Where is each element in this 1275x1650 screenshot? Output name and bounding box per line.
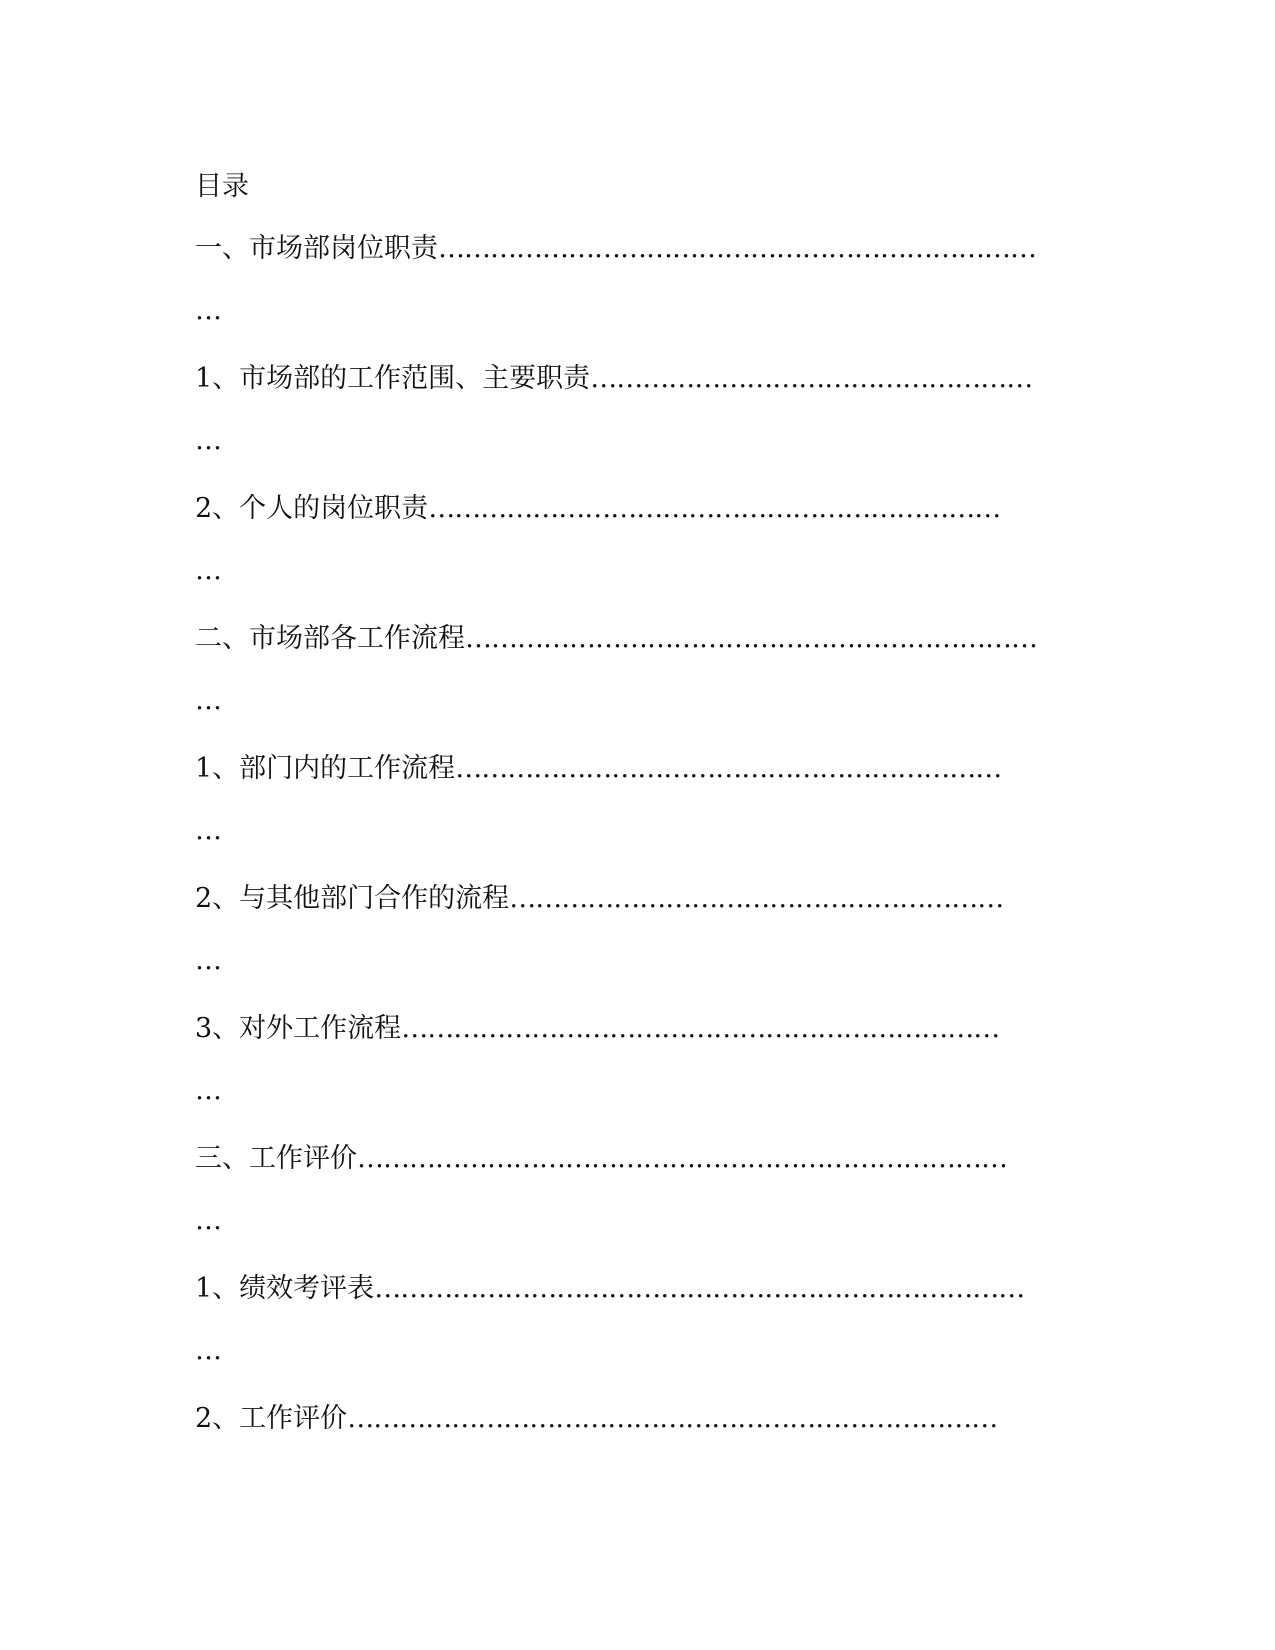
toc-entry[interactable]: [195, 492, 1075, 622]
toc-leader-overflow: …: [195, 945, 221, 976]
toc-leader-overflow: …: [195, 1335, 221, 1366]
toc-entry-text: 1、部门内的工作流程: [195, 753, 456, 784]
toc-entry-line: [195, 1272, 1053, 1306]
toc-leader-dots: …………………………………………………………: [465, 623, 1037, 654]
toc-leader-overflow: …: [195, 815, 221, 846]
toc-leader-overflow: …: [195, 295, 221, 326]
toc-entry[interactable]: [195, 1272, 1075, 1402]
toc-entry[interactable]: [195, 232, 1075, 362]
toc-entry[interactable]: [195, 622, 1075, 752]
toc-entry[interactable]: [195, 1142, 1075, 1272]
toc-entry-text: 2、个人的岗位职责: [195, 493, 429, 524]
toc-list: [195, 232, 1075, 1532]
toc-leader-overflow: …: [195, 1205, 221, 1236]
toc-leader-dots: …………………………………………………………………: [347, 1403, 998, 1434]
toc-leader-dots: ……………………………………………………………: [401, 1013, 1000, 1044]
toc-entry-line: [195, 752, 1053, 786]
toc-leader-dots: …………………………………………………………………: [374, 1273, 1025, 1304]
toc-entry[interactable]: [195, 752, 1075, 882]
toc-entry-line: [195, 882, 1053, 916]
toc-entry-text: 2、工作评价: [195, 1403, 348, 1434]
toc-entry-line: [195, 622, 1067, 656]
toc-entry-line: [195, 1402, 1053, 1436]
toc-leader-overflow: …: [195, 425, 221, 456]
toc-entry-text: 1、绩效考评表: [195, 1273, 375, 1304]
toc-entry-text: 一、市场部岗位职责: [195, 233, 438, 264]
toc-entry[interactable]: [195, 1012, 1075, 1142]
toc-entry-line: [195, 1012, 1053, 1046]
toc-leader-dots: ……………………………………………………………: [438, 233, 1036, 264]
toc-entry-text: 2、与其他部门合作的流程: [195, 883, 510, 914]
toc-leader-overflow: …: [195, 555, 221, 586]
toc-entry-line: [195, 232, 1067, 266]
toc-leader-dots: ……………………………………………: [590, 363, 1033, 394]
toc-leader-dots: …………………………………………………: [509, 883, 1004, 914]
toc-entry-text: 1、市场部的工作范围、主要职责: [195, 363, 591, 394]
toc-entry-text: 3、对外工作流程: [195, 1013, 402, 1044]
toc-entry-line: [195, 362, 1053, 396]
toc-leader-dots: ………………………………………………………: [455, 753, 1002, 784]
toc-entry-line: [195, 492, 1053, 526]
toc-entry-line: [195, 1142, 1067, 1176]
toc-leader-dots: …………………………………………………………………: [357, 1143, 1007, 1174]
toc-entry-text: 三、工作评价: [195, 1143, 357, 1174]
toc-leader-overflow: …: [195, 1075, 221, 1106]
toc-entry[interactable]: [195, 1402, 1075, 1532]
toc-title: 目录: [195, 171, 249, 202]
toc-leader-dots: …………………………………………………………: [428, 493, 1001, 524]
toc-entry[interactable]: [195, 882, 1075, 1012]
toc-entry-text: 二、市场部各工作流程: [195, 623, 465, 654]
toc-entry[interactable]: [195, 362, 1075, 492]
toc-leader-overflow: …: [195, 685, 221, 716]
